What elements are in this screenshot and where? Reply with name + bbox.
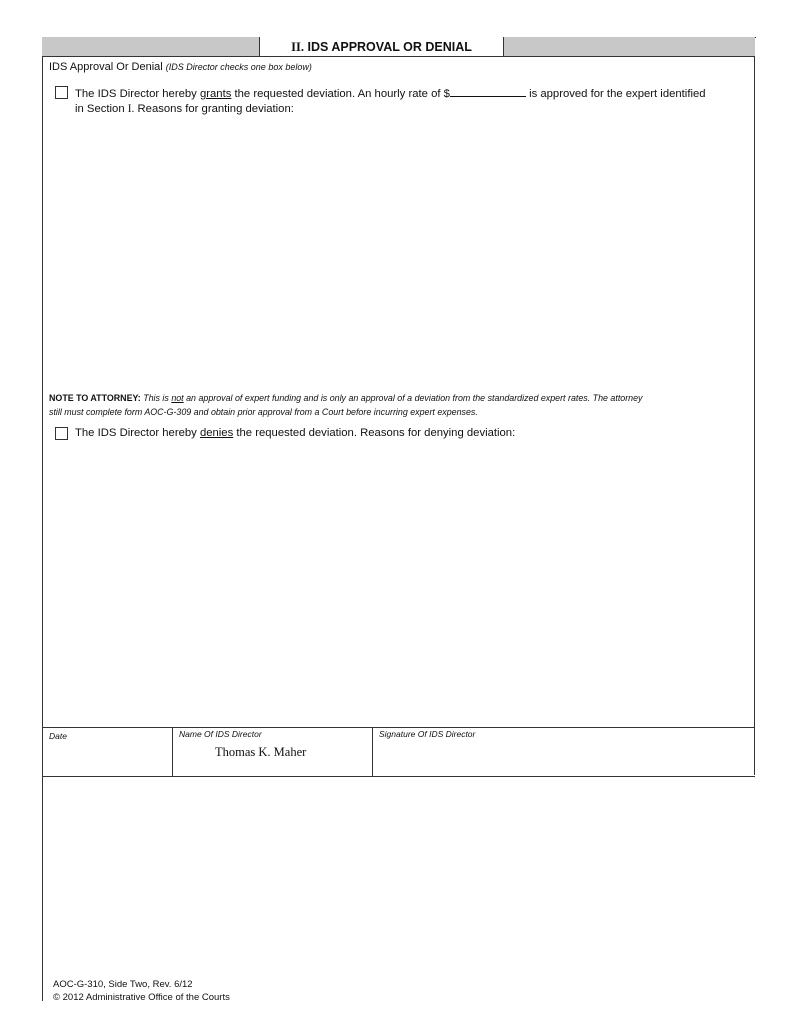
note-label: NOTE TO ATTORNEY: <box>49 393 141 403</box>
approval-subheading <box>49 61 312 73</box>
date-field[interactable] <box>44 742 170 772</box>
deny-checkbox[interactable] <box>55 427 68 440</box>
hourly-rate-field[interactable] <box>450 85 526 97</box>
director-name-label: Name Of IDS Director <box>179 729 262 739</box>
deny-text-before: The IDS Director hereby <box>75 427 197 439</box>
grant-reasons-area[interactable] <box>75 118 745 383</box>
note-line-2: still must complete form AOC-G-309 and obtain prior approval from a Court before incurring expert expenses. <box>49 407 478 417</box>
director-signature-label: Signature Of IDS Director <box>379 729 476 739</box>
note-line-1 <box>49 391 761 405</box>
deny-paragraph <box>75 426 755 441</box>
form-footer <box>53 978 230 1004</box>
note-text-before: This is <box>143 393 169 403</box>
director-name-value: Thomas K. Maher <box>215 745 307 759</box>
grant-paragraph <box>75 85 755 117</box>
copyright: © 2012 Administrative Office of the Courts <box>53 992 230 1003</box>
deny-reasons-area[interactable] <box>75 445 745 715</box>
grant-checkbox[interactable] <box>55 86 68 99</box>
grant-line2-numeral: I. <box>127 103 135 115</box>
grant-line-1 <box>75 85 755 102</box>
grants-word: grants <box>199 88 232 100</box>
grant-text-after: is approved for the expert identified <box>529 88 706 100</box>
grant-text-before: The IDS Director hereby <box>75 88 197 100</box>
form-id: AOC-G-310, Side Two, Rev. 6/12 <box>53 979 193 990</box>
denies-word: denies <box>199 427 234 439</box>
grant-text-middle: the requested deviation. An hourly rate of $ <box>234 88 450 100</box>
grant-line2-suffix: Reasons for granting deviation: <box>137 103 294 115</box>
section-title-text: IDS APPROVAL OR DENIAL <box>307 40 472 54</box>
section-title <box>259 37 504 56</box>
note-text-after: an approval of expert funding and is only an approval of a deviation from the standardized expert rates. The attorney <box>186 393 643 403</box>
note-to-attorney <box>49 391 761 419</box>
signature-field[interactable] <box>375 742 751 772</box>
date-label: Date <box>49 731 67 741</box>
grant-line2-prefix: in Section <box>75 103 125 115</box>
deny-text-after: the requested deviation. Reasons for denying deviation: <box>236 427 516 439</box>
section-numeral: II. <box>291 40 304 54</box>
signature-divider-2 <box>372 728 373 776</box>
grant-line-2 <box>75 102 755 117</box>
signature-divider-1 <box>172 728 173 776</box>
note-not-word: not <box>171 393 184 403</box>
approval-label: IDS Approval Or Denial <box>49 61 163 73</box>
approval-instruction: (IDS Director checks one box below) <box>165 62 312 72</box>
